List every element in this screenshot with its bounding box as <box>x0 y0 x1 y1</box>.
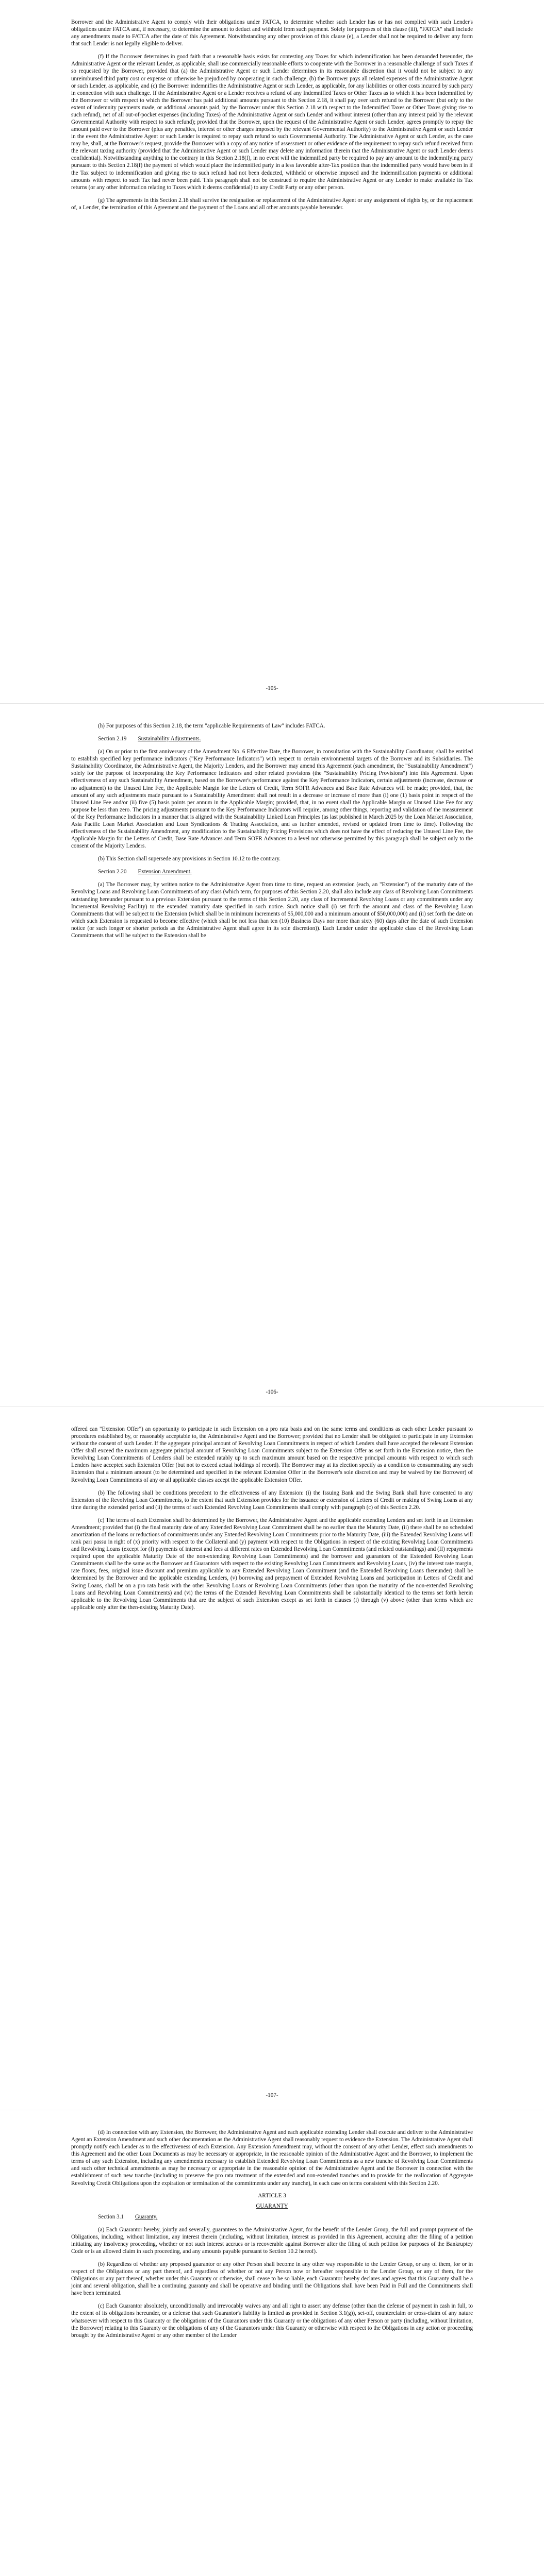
paragraph: (a) On or prior to the first anniversary of the Amendment No. 6 Effective Date, the Borrower, in consultation with the Sustainability Coordinator, shall be entitled to establish specified key performance indicators ("Key Performance Indicators") with respect to certain environmental targets of the Borrower and its Subsidiaries. The Sustainability Coordinator, the Administrative Agent, the Majority Lenders, and the Borrower may amend this Agreement (such amendment, the "Sustainability Amendment") solely for the purpose of incorporating the Key Performance Indicators and other related provisions (the "Sustainability Pricing Provisions") into this Agreement. Upon effectiveness of any such Sustainability Amendment, based on the Borrower's performance against the Key Performance Indicators, certain adjustments (increase, decrease or no adjustment) to the Unused Line Fee, the Applicable Margin for the Letters of Credit, Term SOFR Advances and Base Rate Advances will be made; provided, that, the amount of any such adjustments made pursuant to a Sustainability Amendment shall not result in a decrease or increase of more than (i) one (1) basis point in respect of the Unused Line Fee and/or (ii) five (5) basis points per annum in the Applicable Margin; provided, that, in no event shall the Applicable Margin or Unused Line Fee for any purpose be less than zero. The pricing adjustments pursuant to the Key Performance Indicators will require, among other things, reporting and validation of the measurement of the Key Performance Indicators in a manner that is aligned with the Sustainability Linked Loan Principles (as last published in March 2025 by the Loan Market Association, Asia Pacific Loan Market Association and Loan Syndications & Trading Association, and as further amended, revised or updated from time to time). Following the effectiveness of the Sustainability Amendment, any modification to the Sustainability Pricing Provisions which does not have the effect of reducing the Unused Line Fee, the Applicable Margin for the Letters of Credit, Base Rate Advances and Term SOFR Advances to a level not otherwise permitted by this paragraph shall be subject only to the consent of the Majority Lenders. <box>71 749 473 850</box>
paragraph: (c) Each Guarantor absolutely, unconditionally and irrevocably waives any and all right to assert any defense (other than the defense of payment in cash in full, to the extent of its obligations hereunder, or a defense that such Guarantor's liability is limited as provided in Section 3.1(g)), set-off, counterclaim or cross-claim of any nature whatsoever with respect to this Guaranty or the obligations of the Guarantors under this Guaranty or the obligations of any other Person or party (including, without limitation, the Borrower) relating to this Guaranty or the obligations of any of the Guarantors under this Guaranty or otherwise with respect to the Obligations in any action or proceeding brought by the Administrative Agent or any other member of the Lender <box>71 2303 473 2338</box>
paragraph: (c) The terms of each Extension shall be determined by the Borrower, the Administrative Agent and the applicable extending Lenders and set forth in an Extension Amendment; provided that (i) the final maturity date of any Extended Revolving Loan Commitment shall be no earlier than the Maturity Date, (ii) there shall be no scheduled amortization of the loans or reductions of commitments under any Extended Revolving Loan Commitments prior to the Maturity Date, (iii) the Extended Revolving Loans will rank pari passu in right of (x) priority with respect to the Collateral and (y) payment with respect to the Obligations in respect of the existing Revolving Loan Commitments and Revolving Loans (except for (I) payments of interest and fees at different rates on Extended Revolving Loan Commitments (and related outstandings) and (II) repayments required upon the applicable Maturity Date of the non-extending Revolving Loan Commitments) and the borrower and guarantors of the Extended Revolving Loan Commitments shall be the same as the Borrower and Guarantors with respect to the existing Revolving Loan Commitments and Revolving Loans, (iv) the interest rate margin, rate floors, fees, original issue discount and premium applicable to any Extended Revolving Loan Commitment (and the Extended Revolving Loans thereunder) shall be determined by the Borrower and the applicable extending Lenders, (v) borrowing and prepayment of Extended Revolving Loans and participation in Letters of Credit and Swing Loans, shall be on a pro rata basis with the other Revolving Loans or Revolving Loan Commitments (other than upon the maturity of the non-extended Revolving Loans and Revolving Loan Commitments) and (vi) the terms of the Extended Revolving Loan Commitments shall be substantially identical to the terms set forth herein applicable to the Revolving Loan Commitments that are the subject of such Extension except as set forth in clauses (i) through (v) above (other than terms which are applicable only after the then-existing Maturity Date). <box>71 1517 473 1611</box>
document-page <box>0 703 544 1406</box>
paragraph: (a) Each Guarantor hereby, jointly and severally, guarantees to the Administrative Agent, for the benefit of the Lender Group, the full and prompt payment of the Obligations, including, without limitation, any interest therein (including, without limitation, interest as provided in this Agreement, accruing after the filing of a petition initiating any insolvency proceeding, whether or not such interest accrues or is recoverable against Borrower after the filing of such petition for purposes of the Bankruptcy Code or is an allowed claim in such proceeding, and any amounts payable pursuant to Section 10.2 hereof). <box>71 2226 473 2255</box>
section-heading <box>98 868 473 875</box>
page-number: -107- <box>266 2092 278 2098</box>
document-page <box>0 0 544 703</box>
article-title: GUARANTY <box>256 2202 288 2209</box>
article-number: ARTICLE 3 <box>258 2192 286 2199</box>
document-page <box>0 2110 544 2576</box>
paragraph: (b) The following shall be conditions precedent to the effectiveness of any Extension: (i) the Issuing Bank and the Swing Bank shall have consented to any Extension of the Revolving Loan Commitments, to the extent that such Extension provides for the issuance or extension of Letters of Credit or making of Swing Loans at any time during the extended period and (ii) the terms of such Extended Revolving Loan Commitments shall comply with paragraph (c) of this Section 2.20. <box>71 1489 473 1511</box>
paragraph: Borrower and the Administrative Agent to comply with their obligations under FATCA, to determine whether such Lender has or has not complied with such Lender's obligations under FATCA and, if necessary, to determine the amount to deduct and withhold from such payment. Solely for purposes of this clause (iii), "FATCA" shall include any amendments made to FATCA after the date of this Agreement. Notwithstanding any other provision of this clause (e), a Lender shall not be required to deliver any form that such Lender is not legally eligible to deliver. <box>71 19 473 47</box>
section-title: Guaranty. <box>135 2213 158 2220</box>
paragraph: offered can "Extension Offer") an opportunity to participate in such Extension on a pro rata basis and on the same terms and conditions as each other Lender pursuant to procedures established by, or reasonably acceptable to, the Administrative Agent and the Borrower; provided that no Lender shall be obligated to participate in any Extension without the consent of such Lender. If the aggregate principal amount of Revolving Loan Commitments in respect of which Lenders shall have accepted the relevant Extension Offer shall exceed the maximum aggregate principal amount of Revolving Loan Commitments subject to the Extension Offer as set forth in the Extension notice, then the Revolving Loan Commitments of Lenders shall be extended ratably up to such maximum amount based on the respective principal amounts with respect to which such Lenders have accepted such Extension Offer (but not to exceed actual holdings of record). The Borrower may at its election specify as a condition to consummating any such Extension that a minimum amount (to be determined and specified in the relevant Extension Offer in the Borrower's sole discretion and may be waived by the Borrower) of Revolving Loan Commitments of any or all applicable classes accept the applicable Extension Offer. <box>71 1426 473 1483</box>
document-page <box>0 1406 544 2110</box>
paragraph: (g) The agreements in this Section 2.18 shall survive the resignation or replacement of the Administrative Agent or any assignment of rights by, or the replacement of, a Lender, the termination of this Agreement and the payment of the Loans and all other amounts payable hereunder. <box>71 197 473 211</box>
section-title: Sustainability Adjustments. <box>138 736 201 742</box>
paragraph: (h) For purposes of this Section 2.18, the term "applicable Requirements of Law" includes FATCA. <box>98 723 325 729</box>
section-heading <box>98 735 473 742</box>
paragraph: (f) If the Borrower determines in good faith that a reasonable basis exists for contesting any Taxes for which indemnification has been demanded hereunder, the Administrative Agent or the relevant Lender, as applicable, shall use commercially reasonable efforts to cooperate with the Borrower in a reasonable challenge of such Taxes if so requested by the Borrower, provided that (a) the Administrative Agent or such Lender determines in its reasonable discretion that it would not be subject to any unreimbursed third party cost or expense or otherwise be prejudiced by cooperating in such challenge, (b) the Borrower pays all related expenses of the Administrative Agent or such Lender, as applicable, and (c) the Borrower indemnifies the Administrative Agent or such Lender, as applicable, for any liabilities or other costs incurred by such party in connection with such challenge. If the Administrative Agent or a Lender receives a refund of any Indemnified Taxes or Other Taxes as to which it has been indemnified by the Borrower or with respect to which the Borrower has paid additional amounts pursuant to this Section 2.18, it shall pay over such refund to the Borrower (but only to the extent of indemnity payments made, or additional amounts paid, by the Borrower under this Section 2.18 with respect to the Indemnified Taxes or Other Taxes giving rise to such refund), net of all out-of-pocket expenses (including Taxes) of the Administrative Agent or such Lender and without interest (other than any interest paid by the relevant Governmental Authority with respect to such refund); provided that the Borrower, upon the request of the Administrative Agent or such Lender, agrees promptly to repay the amount paid over to the Borrower (plus any penalties, interest or other charges imposed by the relevant Governmental Authority) to the Administrative Agent or such Lender in the event the Administrative Agent or such Lender is required to repay such refund to such Governmental Authority. The Administrative Agent or such Lender, as the case may be, shall, at the Borrower's request, provide the Borrower with a copy of any notice of assessment or other evidence of the requirement to repay such refund received from the relevant taxing authority (provided that the Administrative Agent or such Lender may delete any information therein that the Administrative Agent or such Lender deems confidential). Notwithstanding anything to the contrary in this Section 2.18(f), in no event will the indemnified party be required to pay any amount to the indemnifying party pursuant to this Section 2.18(f) the payment of which would place the indemnified party in a less favorable after-Tax position than the indemnified party would have been in if the Tax subject to indemnification and giving rise to such refund had not been deducted, withheld or otherwise imposed and the indemnification payments or additional amounts with respect to such Tax had never been paid. This paragraph shall not be construed to require the Administrative Agent or any Lender to make available its Tax returns (or any other information relating to Taxes which it deems confidential) to any Credit Party or any other person. <box>71 54 473 191</box>
section-number: Section 2.19 <box>98 736 127 742</box>
paragraph: (b) This Section shall supersede any provisions in Section 10.12 to the contrary. <box>98 856 281 862</box>
section-number: Section 2.20 <box>98 869 127 875</box>
section-title: Extension Amendment. <box>138 869 192 875</box>
paragraph: (a) The Borrower may, by written notice to the Administrative Agent from time to time, request an extension (each, an "Extension") of the maturity date of the Revolving Loans and Revolving Loan Commitments of any class (which term, for purposes of this Section 2.20, shall also include any class of Revolving Loan Commitments outstanding hereunder pursuant to a previous Extension pursuant to the terms of this Section 2.20, any class of Incremental Revolving Loans or any commitments under any Incremental Revolving Facility) to the extended maturity date specified in such notice. Such notice shall (i) set forth the amount and class of the Revolving Loan Commitments that will be subject to the Extension (which shall be in minimum increments of $5,000,000 and a minimum amount of $50,000,000) and (ii) set forth the date on which such Extension is requested to become effective (which shall be not less than ten (10) Business Days nor more than sixty (60) days after the date of such Extension notice (or such longer or shorter periods as the Administrative Agent shall agree in its sole discretion)). Each Lender under the applicable class of the Revolving Loan Commitments that will be subject to the Extension shall be <box>71 882 473 939</box>
page-number: -106- <box>266 1389 278 1395</box>
paragraph: (d) In connection with any Extension, the Borrower, the Administrative Agent and each applicable extending Lender shall execute and deliver to the Administrative Agent an Extension Amendment and such other documentation as the Administrative Agent shall reasonably request to evidence the Extension. The Administrative Agent shall promptly notify each Lender as to the effectiveness of each Extension. Any Extension Amendment may, without the consent of any other Lender, effect such amendments to this Agreement and the other Loan Documents as may be necessary or appropriate, in the reasonable opinion of the Administrative Agent and the Borrower, to implement the terms of any such Extension, including any amendments necessary to establish Extended Revolving Loan Commitments as a new tranche of Revolving Loan Commitments and such other technical amendments as may be necessary or appropriate in the reasonable opinion of the Administrative Agent and the Borrower in connection with the establishment of such new tranche (including to preserve the pro rata treatment of the extended and non-extended tranches and to provide for the reallocation of Aggregate Revolving Credit Obligations upon the expiration or termination of the commitments under any tranche), in each case on terms consistent with this Section 2.20. <box>71 2129 473 2187</box>
section-heading <box>98 2213 473 2221</box>
section-number: Section 3.1 <box>98 2213 124 2220</box>
paragraph: (b) Regardless of whether any proposed guarantor or any other Person shall become in any other way responsible to the Lender Group, or any of them, for or in respect of the Obligations or any part thereof, and regardless of whether or not any Person now or hereafter responsible to the Lender Group, or any of them, for the Obligations or any part thereof, whether under this Guaranty or otherwise, shall cease to be so liable, each Guarantor hereby declares and agrees that this Guaranty shall be a joint and several obligation, shall be a continuing guaranty and shall be operative and binding until the Obligations shall have been Paid in Full and the Commitments shall have been terminated. <box>71 2261 473 2297</box>
page-number: -105- <box>266 685 278 691</box>
